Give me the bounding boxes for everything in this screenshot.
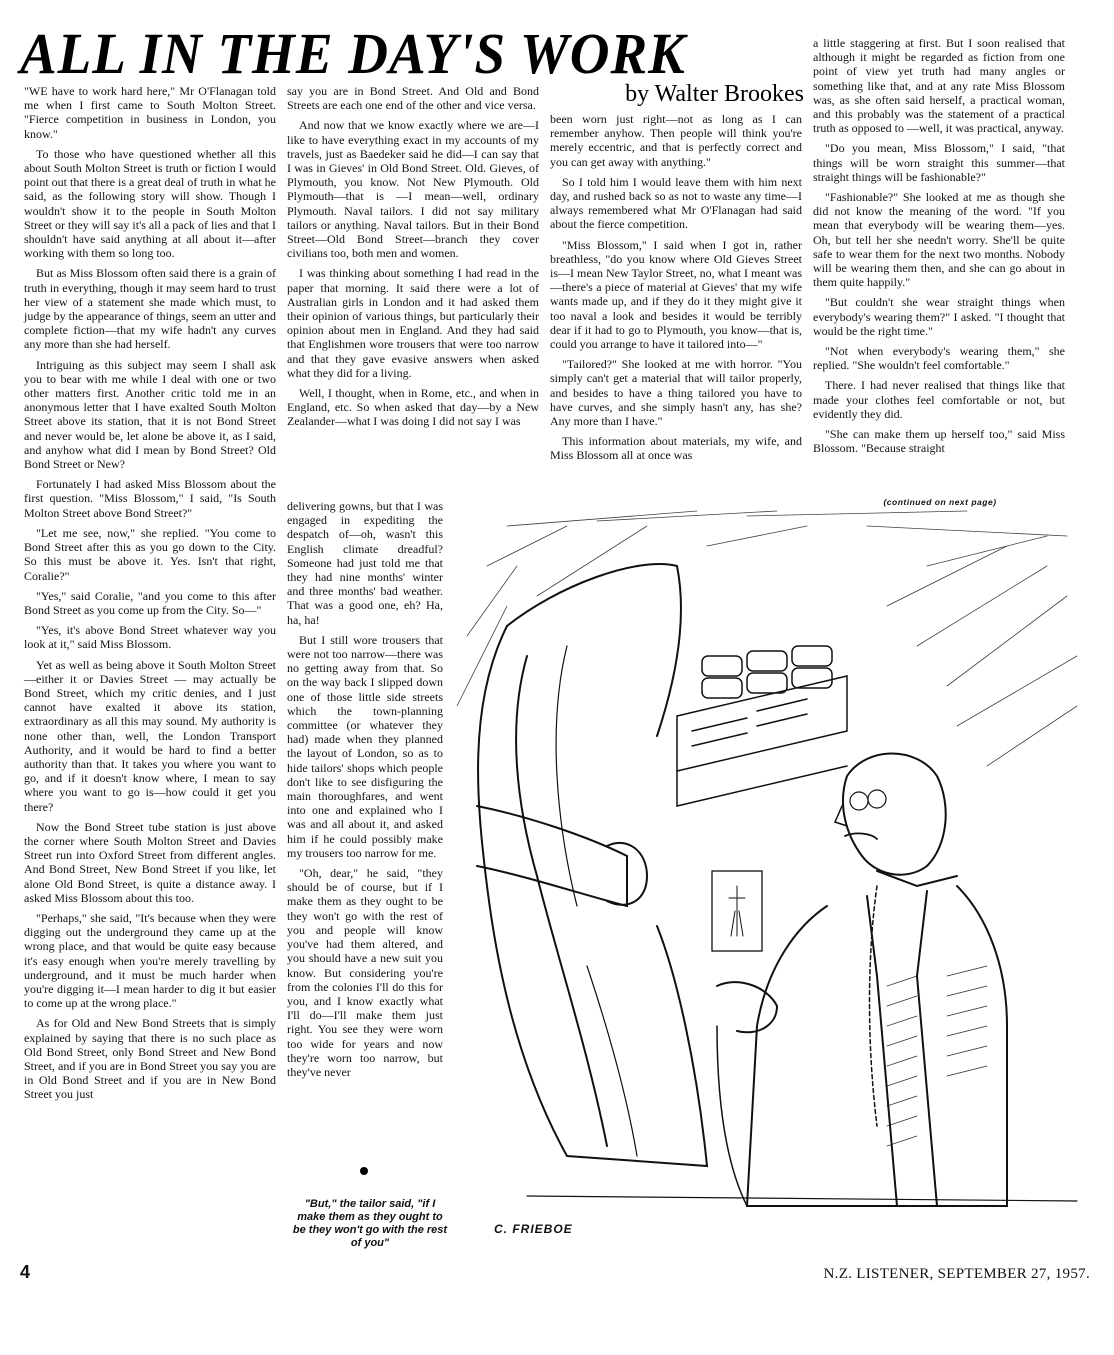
article-paragraph: "Miss Blossom," I said when I got in, rather breathless, "do you know where Old Gieves Street is—I mean New Taylor Street, no, what I meant was—there's a piece of material at Gieves' that my wife wants made up, and if they do it they might give it too naval a look and besides it would be terribly dear if it had to go to Plymouth, you know—that is, could you arrange to have it tailored into—" [550, 237, 802, 352]
artist-signature: C. FRIEBOE [494, 1222, 573, 1236]
article-paragraph: And now that we know exactly where we are—I like to have everything exact in my accounts of my travels, just as Baedeker said he did—I can say that I was in Gieves' in Old Bond Street. Old. Gieves, of Plymouth, you know. Not New Plymouth. Old Plymouth—that is —I mean—well, ordinary Plymouth. Naval tailors. I did not say military tailors or anything. Naval tailors. But in their Bond Street—Old Bond Street—branch they cover civilians too, both men and women. [287, 118, 539, 261]
page-number: 4 [20, 1262, 31, 1282]
article-paragraph: There. I had never realised that things like that made your clothes feel comfortable or not, but evidently they did. [813, 378, 1065, 421]
article-paragraph: "But couldn't she wear straight things when everybody's wearing them?" I asked. "I thought that would be the right time." [813, 295, 1065, 338]
article-paragraph: "Perhaps," she said, "It's because when they were digging out the underground they came up at the wrong place, and that would be quite easy because it's easy enough when you're merely travelling by underground, and it must be much harder when you're digging it—I mean harder to dig it but easier to come up at the wrong place." [24, 910, 276, 1011]
article-paragraph: This information about materials, my wife, and Miss Blossom all at once was [550, 434, 802, 463]
article-paragraph: Intriguing as this subject may seem I shall ask you to bear with me while I deal with one or two other matters first. Another critic told me in an anonymous letter that I have exalted South Molton Street above its station, that it is not Bond Street and never would be, let alone be above it, as I said, and anyhow what did I mean by Bond Street? Old Bond Street or New? [24, 357, 276, 472]
article-paragraph: So I told him I would leave them with him next day, and rushed back so as not to waste any time—I always remembered what Mr O'Flanagan had said about the fierce competition. [550, 174, 802, 232]
article-paragraph: To those who have questioned whether all this about South Molton Street is truth or fiction I would point out that there is a great deal of truth in what he said, as the following story will show. Though I wouldn't show it to the people in South Molton Street or they will say it's all a pack of lies and that I shouldn't have said anything at all about it—after working with them so long too. [24, 146, 276, 261]
article-paragraph: "Let me see, now," she replied. "You come to Bond Street after this as you go down to the City. So this must be above it. Yes. Isn't that right, Coralie?" [24, 525, 276, 583]
column-1 [24, 84, 276, 1259]
article-title: ALL IN THE DAY'S WORK [20, 21, 686, 86]
column-2-narrow [287, 499, 443, 1079]
article-paragraph: Yet as well as being above it South Molton Street—either it or Davies Street — may actually be Bond Street, which my critic denies, and I just cannot have exalted it above its station, extraordinary as all this may sound. My authority is none other than, well, the London Transport Authority, and it would be hard to find a better authority than that. It takes you where you want to go, and if it doesn't know where, I mean to say where you want to go is—how could it get you there? [24, 657, 276, 814]
article-paragraph: "Do you mean, Miss Blossom," I said, "that things will be worn straight this summer—that straight things will be fashionable?" [813, 141, 1065, 184]
continued-note: (continued on next page) [883, 497, 997, 507]
column-4 [813, 36, 1065, 502]
article-byline: by Walter Brookes [625, 81, 804, 107]
article-paragraph: a little staggering at first. But I soon realised that although it might be regarded as fiction from one point of view yet truth had many angles or something like that, and at any rate Miss Blossom was, as she often said herself, a practical woman, and this probably was the statement of a practical truth as opposed to —well, it was practical, anyway. [813, 36, 1065, 136]
article-paragraph: "Fashionable?" She looked at me as though she did not know the meaning of the word. "If you mean that everybody will be wearing them—yes. Oh, but tell her she needn't worry. She'll be quite safe to wear them for the next two months. Nobody will be wearing them then, and she can go about in them quite happily." [813, 190, 1065, 290]
section-bullet [360, 1167, 368, 1175]
illustration-caption: "But," the tailor said, "if I make them as they ought to be they won't go with the rest of you" [292, 1198, 448, 1249]
article-paragraph: say you are in Bond Street. And Old and Bond Streets are each one end of the other and vice versa. [287, 84, 539, 113]
article-paragraph: "Yes," said Coralie, "and you come to this after Bond Street as you come up from the City. So—" [24, 588, 276, 617]
article-paragraph: "Tailored?" She looked at me with horror. "You simply can't get a material that will tailor properly, and besides to have a thing tailored you have to have curves, and she simply hasn't any, has she? Any more than I have." [550, 357, 802, 429]
article-paragraph: "Not when everybody's wearing them," she replied. "She wouldn't feel comfortable." [813, 344, 1065, 373]
article-paragraph: I was thinking about something I had read in the paper that morning. It said there were a lot of Australian girls in London and it had asked them their opinion of various things, but particularly their opinion about men in England. And they had said that Englishmen wore trousers that were too narrow and that they gave evasive answers when asked what they did for a living. [287, 266, 539, 380]
article-paragraph: delivering gowns, but that I was engaged in expediting the despatch of—oh, wasn't this English climate dreadful? Someone had just told me that they had nine months' winter and three months' bad weather. That was a good one, eh? Ha, ha, ha! [287, 499, 443, 627]
article-paragraph: "Yes, it's above Bond Street whatever way you look at it," said Miss Blossom. [24, 623, 276, 652]
article-paragraph: Fortunately I had asked Miss Blossom about the first question. "Miss Blossom," I said, "Is South Molton Street above Bond Street?" [24, 477, 276, 520]
article-paragraph: "WE have to work hard here," Mr O'Flanagan told me when I first came to South Molton Street. "Fierce competition in business in London, you know." [24, 84, 276, 141]
column-3 [550, 112, 802, 502]
publication-footer: N.Z. LISTENER, SEPTEMBER 27, 1957. [823, 1266, 1090, 1282]
column-2 [287, 84, 539, 499]
article-paragraph: "She can make them up herself too," said Miss Blossom. "Because straight [813, 427, 1065, 456]
tailor-illustration [447, 506, 1087, 1246]
article-paragraph: As for Old and New Bond Streets that is simply explained by saying that there is no such place as Old Bond Street, only Bond Street and New Bond Street, and if you are in Bond Street you say you are in Old Bond Street and if you are in New Bond Street you just [24, 1016, 276, 1102]
article-paragraph: Now the Bond Street tube station is just above the corner where South Molton Street and Davies Street run into Oxford Street from different angles. And Bond Street, New Bond Street if you like, let alone Old Bond Street, is quite a distance away. I asked Miss Blossom about this too. [24, 819, 276, 905]
article-paragraph: "Oh, dear," he said, "they should be of course, but if I make them as they ought to be they won't go with the rest of you and people will know you've had them altered, and you should have a new suit you know. But considering you're from the colonies I'll do this for you, and I know exactly what I'll do—I'll make them just right. You see they were worn too wide for years and now they're worn too narrow, but they've never [287, 866, 443, 1079]
article-paragraph: Well, I thought, when in Rome, etc., and when in England, etc. So when asked that day—by a New Zealander—what I was doing I did not say I was [287, 386, 539, 429]
article-paragraph: But as Miss Blossom often said there is a grain of truth in everything, though it may seem hard to trust her view of a statement she made which must, to judge by the appearance of things, seem an utter and complete fiction—that my wife hadn't any curves any more than she had herself. [24, 266, 276, 352]
article-paragraph: been worn just right—not as long as I can remember anyhow. Then people will think you're merely eccentric, and that is perfectly correct and you can get away with anything." [550, 112, 802, 169]
article-paragraph: But I still wore trousers that were not too narrow—there was no getting away from that. So on the way back I slipped down one of those little side streets which the town-planning committee (or whatever they had) made when they planned the layout of London, so as to hide tailors' shops which people don't like to see disfiguring the main thoroughfares, and went into one and explained who I was and all about it, and asked him if he could possibly make my trousers too narrow for me. [287, 632, 443, 860]
